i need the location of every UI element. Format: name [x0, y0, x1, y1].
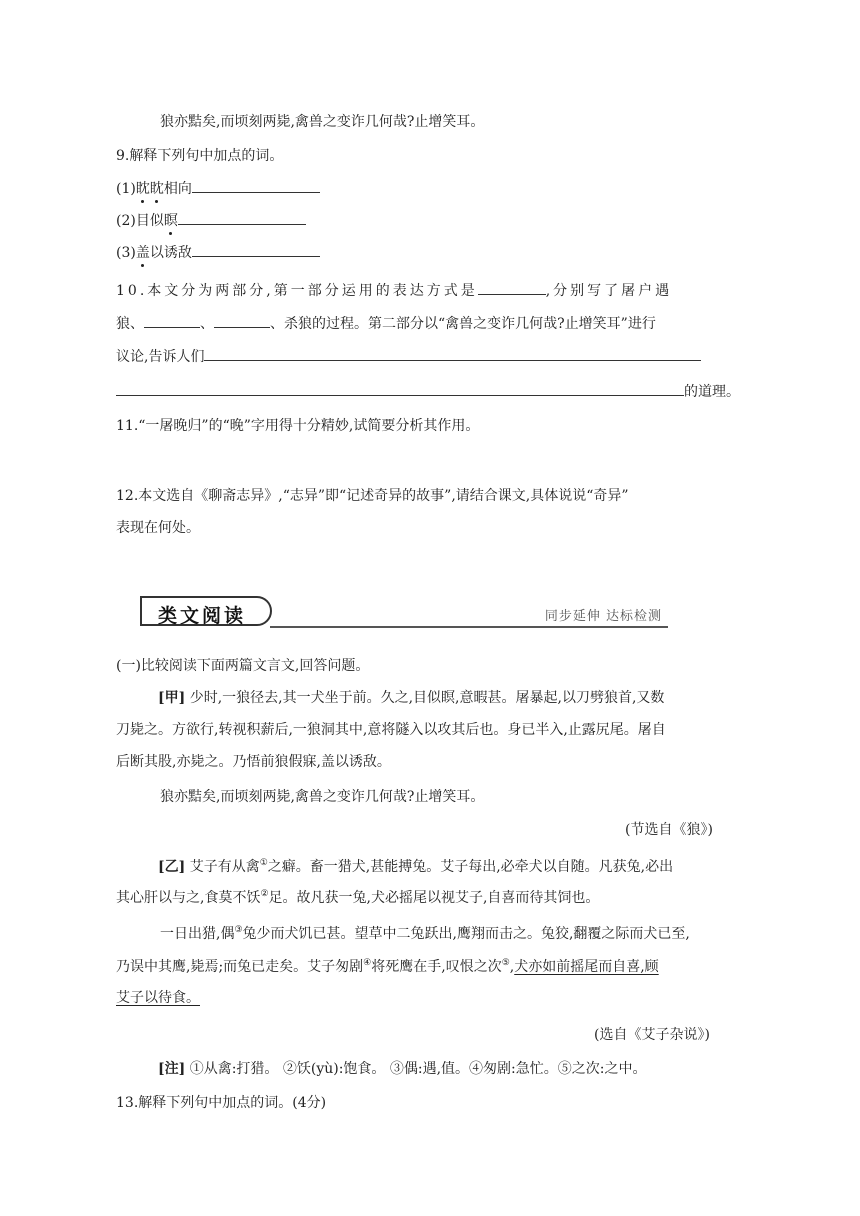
question-9-item-2 [116, 210, 306, 231]
passage-text: , [509, 959, 515, 975]
question-text: 、 [200, 316, 214, 332]
question-10-line-1 [116, 280, 672, 301]
question-10-line-3 [116, 346, 701, 367]
answer-blank[interactable] [178, 210, 306, 225]
passage-yi-line-1 [158, 857, 673, 877]
question-9-item-3 [116, 242, 320, 263]
question-text: 、杀狼的过程。第二部分以“禽兽之变诈几何哉?止增笑耳”进行 [270, 316, 656, 332]
question-12-line-1: 12.本文选自《聊斋志异》,“志异”即“记述奇异的故事”,请结合课文,具体说说“奇异” [116, 488, 629, 504]
item-text: 以诱敌 [149, 245, 192, 261]
item-text: (2)目似 [116, 213, 164, 229]
footnote-marker: ⑤ [501, 958, 510, 968]
passage-yi-line-2 [116, 888, 599, 908]
passage-text: 足。故凡获一兔,犬必摇尾以视艾子,自喜而待其饲也。 [268, 890, 600, 906]
question-9-stem: 9.解释下列句中加点的词。 [116, 148, 284, 164]
question-11: 11.“一屠晚归”的“晚”字用得十分精妙,试简要分析其作用。 [116, 418, 480, 434]
answer-blank[interactable] [478, 280, 546, 295]
answer-blank[interactable] [214, 313, 270, 328]
answer-blank[interactable] [192, 178, 320, 193]
answer-blank[interactable] [144, 313, 200, 328]
passage-text: 其心肝以与之,食莫不饫 [116, 890, 261, 906]
item-prefix: (3) [116, 245, 136, 261]
note-text: ①从禽:打猎。 ②饫(yù):饱食。 ③偶:遇,值。④匆剧:急忙。⑤之次:之中。 [189, 1061, 647, 1077]
answer-blank[interactable] [116, 381, 684, 396]
passage-text: 兔少而犬饥已甚。望草中二兔跃出,鹰翔而击之。兔狡,翻覆之际而犬已至, [242, 926, 690, 942]
text-line: 狼亦黠矣,而顷刻两毙,禽兽之变诈几何哉?止增笑耳。 [160, 114, 485, 130]
passage-text: 将死鹰在手,叹恨之次 [371, 959, 502, 975]
question-9-item-1 [116, 178, 320, 199]
passage-jia-line-1 [158, 688, 664, 708]
banner-title: 类文阅读 [158, 605, 247, 627]
annotation-note [158, 1059, 647, 1079]
question-10-line-4 [116, 381, 740, 402]
item-prefix: (1) [116, 181, 136, 197]
underlined-sentence: 艾子以待食。 [116, 990, 200, 1006]
passage-text: 一日出猎,偶 [160, 926, 235, 942]
banner-tab [140, 596, 272, 626]
passage-label: [甲] [158, 690, 186, 706]
question-10-line-2 [116, 313, 656, 334]
dotted-char: 瞑 [163, 213, 178, 229]
passage-yi-line-5 [116, 988, 200, 1008]
note-label: [注] [158, 1061, 186, 1077]
passage-text: 乃误中其鹰,毙焉;而兔已走矣。艾子匆剧 [116, 959, 364, 975]
question-text: ,分别写了屠户遇 [545, 283, 673, 299]
footnote-marker: ④ [363, 958, 372, 968]
passage-text: 少时,一狼径去,其一犬坐于前。久之,目似瞑,意暇甚。屠暴起,以刀劈狼首,又数 [189, 690, 665, 706]
section-intro: (一)比较阅读下面两篇文言文,回答问题。 [116, 658, 370, 674]
question-text: 10.本文分为两部分,第一部分运用的表达方式是 [116, 283, 478, 299]
question-text: 狼、 [116, 316, 144, 332]
passage-text: 艾子有从禽 [189, 859, 260, 875]
section-banner [140, 596, 668, 632]
passage-jia-line-3: 后断其股,亦毙之。乃悟前狼假寐,盖以诱敌。 [116, 754, 391, 770]
question-13: 13.解释下列句中加点的词。(4分) [116, 1095, 327, 1111]
passage-jia-line-2: 刀毙之。方欲行,转视积薪后,一狼洞其中,意将隧入以攻其后也。身已半入,止露尻尾。屠自 [116, 722, 666, 738]
item-text: 相向 [163, 181, 192, 197]
underlined-sentence: 犬亦如前摇尾而自喜,顾 [514, 959, 659, 975]
dotted-char: 盖 [135, 245, 150, 261]
passage-jia-source: (节选自《狼》) [625, 822, 713, 838]
banner-subtitle: 同步延伸 达标检测 [544, 609, 662, 624]
footnote-marker: ① [259, 858, 268, 868]
dotted-char: 眈 [149, 181, 164, 197]
banner-divider [270, 626, 668, 628]
answer-blank[interactable] [204, 346, 701, 361]
passage-yi-source: (选自《艾子杂说》) [594, 1027, 710, 1043]
footnote-marker: ② [260, 889, 269, 899]
passage-text: 之癖。畜一猎犬,甚能搏兔。艾子每出,必牵犬以自随。凡获兔,必出 [267, 859, 674, 875]
question-12-line-2: 表现在何处。 [116, 520, 200, 536]
passage-jia-line-4: 狼亦黠矣,而顷刻两毙,禽兽之变诈几何哉?止增笑耳。 [160, 789, 485, 805]
answer-blank[interactable] [192, 242, 320, 257]
question-text: 的道理。 [684, 384, 740, 400]
footnote-marker: ③ [234, 925, 243, 935]
dotted-char: 眈 [135, 181, 150, 197]
passage-yi-line-4 [116, 957, 659, 977]
question-text: 议论,告诉人们 [116, 349, 205, 365]
passage-label: [乙] [158, 859, 186, 875]
passage-yi-line-3 [160, 924, 690, 944]
